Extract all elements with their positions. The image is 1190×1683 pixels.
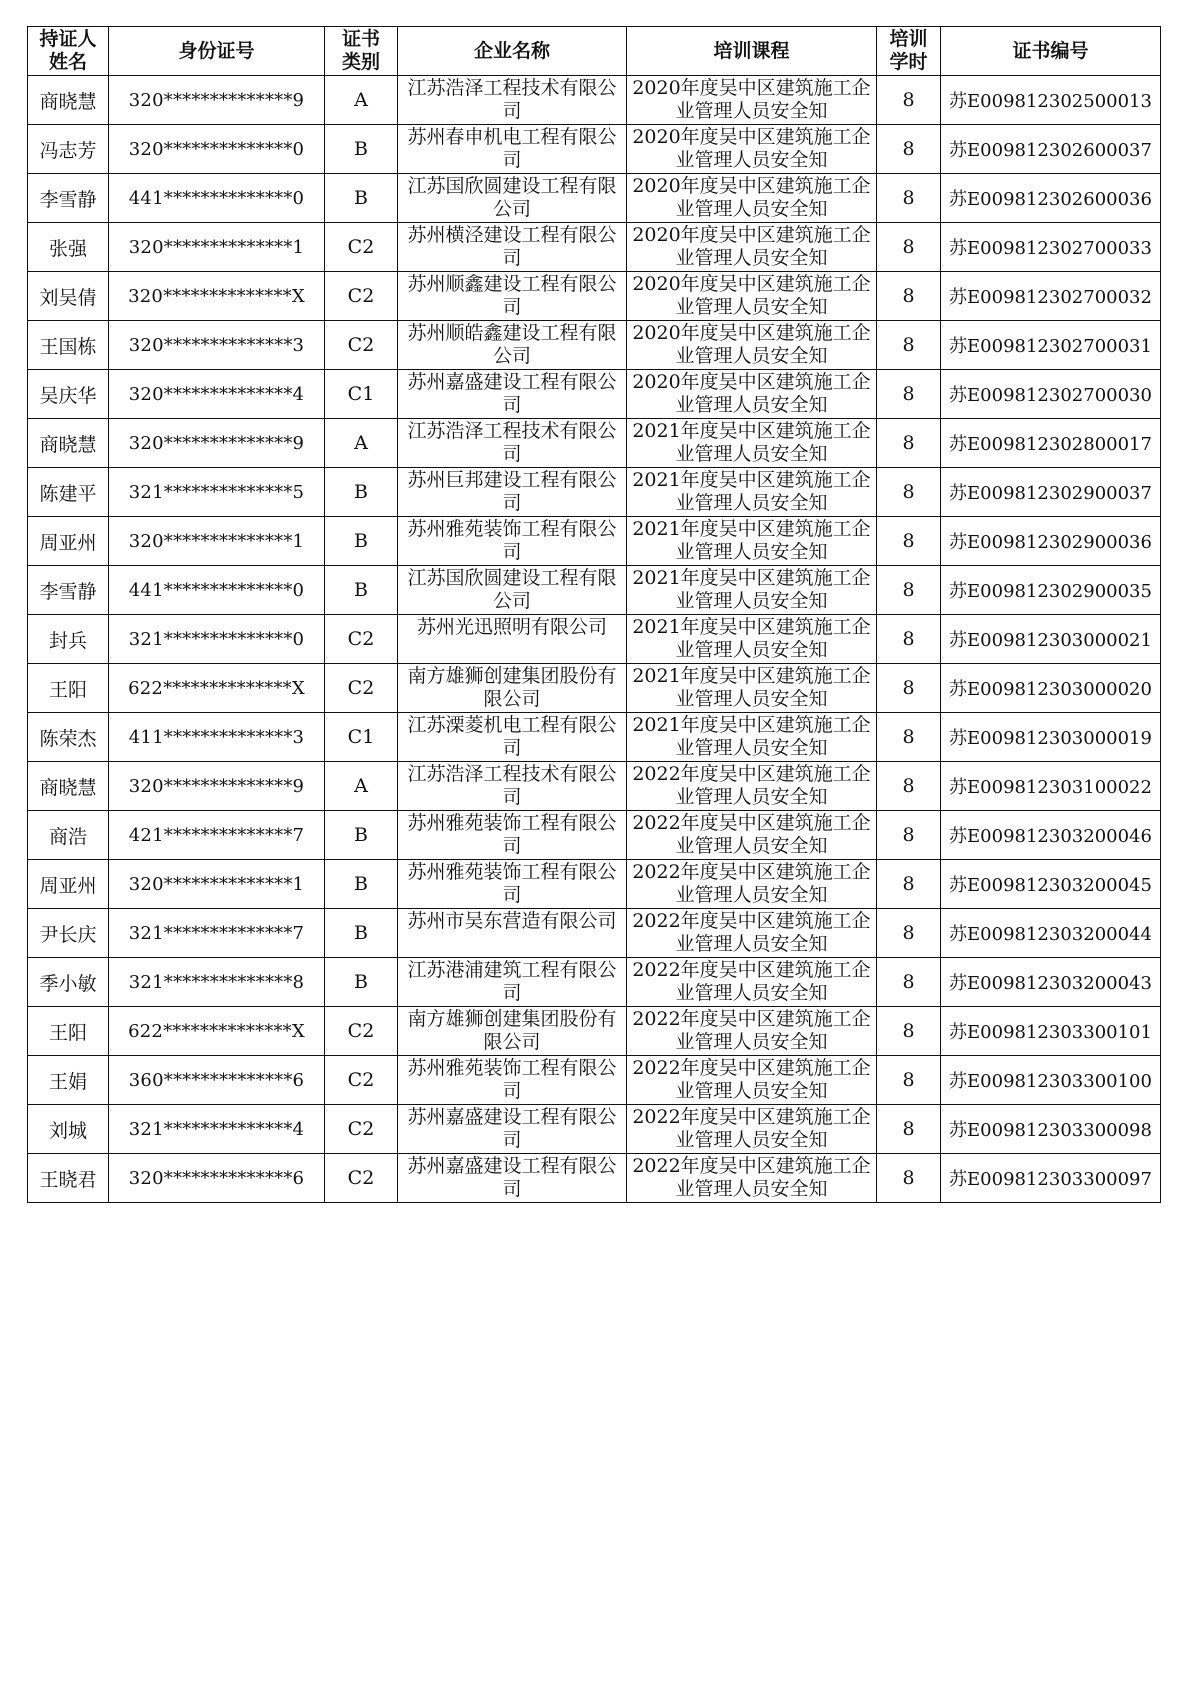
cert-number-cell: 苏E009812302900036	[941, 517, 1161, 566]
company-cell	[398, 762, 627, 811]
company-text: 苏州春申机电工程有限公司	[407, 126, 617, 171]
cert-type-cell: C2	[325, 321, 398, 370]
holder-name-cell: 商晓慧	[28, 419, 109, 468]
holder-name-cell: 刘吴倩	[28, 272, 109, 321]
company-cell	[398, 1154, 627, 1203]
id-number-cell: 321**************0	[109, 615, 325, 664]
table-row	[28, 223, 1161, 272]
company-text: 苏州巨邦建设工程有限公司	[407, 469, 617, 514]
course-text: 2020年度吴中区建筑施工企业管理人员安全知	[632, 77, 871, 122]
company-cell	[398, 1056, 627, 1105]
table-row	[28, 1056, 1161, 1105]
id-number-cell: 320**************X	[109, 272, 325, 321]
holder-name-cell: 商晓慧	[28, 762, 109, 811]
company-cell	[398, 321, 627, 370]
course-cell	[627, 615, 877, 664]
header-cert-number: 证书编号	[941, 27, 1161, 76]
id-number-cell: 320**************9	[109, 76, 325, 125]
company-cell	[398, 664, 627, 713]
course-text: 2020年度吴中区建筑施工企业管理人员安全知	[632, 322, 871, 367]
holder-name-cell: 张强	[28, 223, 109, 272]
company-cell	[398, 811, 627, 860]
course-cell	[627, 811, 877, 860]
cert-number-cell: 苏E009812302700030	[941, 370, 1161, 419]
hours-cell: 8	[877, 1154, 941, 1203]
course-cell	[627, 321, 877, 370]
course-cell	[627, 1056, 877, 1105]
holder-name-cell: 吴庆华	[28, 370, 109, 419]
course-text: 2020年度吴中区建筑施工企业管理人员安全知	[632, 175, 871, 220]
holder-name-cell: 封兵	[28, 615, 109, 664]
course-cell	[627, 272, 877, 321]
cert-type-cell: B	[325, 125, 398, 174]
cert-number-cell: 苏E009812302900037	[941, 468, 1161, 517]
cert-number-cell: 苏E009812302700033	[941, 223, 1161, 272]
company-text: 苏州雅苑装饰工程有限公司	[407, 861, 617, 906]
holder-name-cell: 商晓慧	[28, 76, 109, 125]
cert-type-cell: C1	[325, 370, 398, 419]
cert-type-cell: A	[325, 419, 398, 468]
holder-name-cell: 王阳	[28, 664, 109, 713]
holder-name-cell: 尹长庆	[28, 909, 109, 958]
course-text: 2022年度吴中区建筑施工企业管理人员安全知	[632, 1155, 871, 1200]
cert-number-cell: 苏E009812302600036	[941, 174, 1161, 223]
holder-name-cell: 王阳	[28, 1007, 109, 1056]
company-cell	[398, 174, 627, 223]
hours-cell: 8	[877, 909, 941, 958]
course-text: 2022年度吴中区建筑施工企业管理人员安全知	[632, 861, 871, 906]
company-text: 江苏溧菱机电工程有限公司	[407, 714, 617, 759]
certificate-table-sheet	[27, 26, 1161, 1203]
id-number-cell: 441**************0	[109, 174, 325, 223]
cert-number-cell: 苏E009812302800017	[941, 419, 1161, 468]
hours-cell: 8	[877, 1056, 941, 1105]
company-text: 苏州光迅照明有限公司	[416, 616, 607, 638]
course-cell	[627, 713, 877, 762]
holder-name-cell: 李雪静	[28, 174, 109, 223]
holder-name-cell: 王娟	[28, 1056, 109, 1105]
cert-type-cell: B	[325, 860, 398, 909]
course-cell	[627, 223, 877, 272]
company-cell	[398, 468, 627, 517]
cert-type-cell: C2	[325, 272, 398, 321]
id-number-cell: 320**************1	[109, 517, 325, 566]
id-number-cell: 320**************3	[109, 321, 325, 370]
company-cell	[398, 76, 627, 125]
header-cert-type: 证书类别	[325, 27, 398, 76]
cert-type-cell: C2	[325, 615, 398, 664]
id-number-cell: 320**************9	[109, 419, 325, 468]
company-text: 江苏国欣圆建设工程有限公司	[407, 567, 617, 612]
company-text: 苏州雅苑装饰工程有限公司	[407, 1057, 617, 1102]
course-text: 2022年度吴中区建筑施工企业管理人员安全知	[632, 1057, 871, 1102]
id-number-cell: 320**************9	[109, 762, 325, 811]
cert-type-cell: B	[325, 566, 398, 615]
course-cell	[627, 370, 877, 419]
table-row	[28, 958, 1161, 1007]
cert-number-cell: 苏E009812303200046	[941, 811, 1161, 860]
cert-type-cell: C2	[325, 664, 398, 713]
table-row	[28, 1154, 1161, 1203]
holder-name-cell: 陈荣杰	[28, 713, 109, 762]
hours-cell: 8	[877, 615, 941, 664]
company-text: 苏州雅苑装饰工程有限公司	[407, 518, 617, 563]
id-number-cell: 320**************1	[109, 860, 325, 909]
cert-type-cell: B	[325, 174, 398, 223]
cert-number-cell: 苏E009812303000019	[941, 713, 1161, 762]
company-cell	[398, 517, 627, 566]
holder-name-cell: 周亚州	[28, 860, 109, 909]
hours-cell: 8	[877, 860, 941, 909]
hours-cell: 8	[877, 517, 941, 566]
id-number-cell: 321**************5	[109, 468, 325, 517]
hours-cell: 8	[877, 321, 941, 370]
cert-type-cell: B	[325, 909, 398, 958]
cert-number-cell: 苏E009812302700031	[941, 321, 1161, 370]
hours-cell: 8	[877, 762, 941, 811]
table-body	[28, 76, 1161, 1203]
header-course: 培训课程	[627, 27, 877, 76]
holder-name-cell: 冯志芳	[28, 125, 109, 174]
hours-cell: 8	[877, 566, 941, 615]
id-number-cell: 320**************6	[109, 1154, 325, 1203]
course-text: 2020年度吴中区建筑施工企业管理人员安全知	[632, 273, 871, 318]
table-row	[28, 272, 1161, 321]
course-text: 2021年度吴中区建筑施工企业管理人员安全知	[632, 567, 871, 612]
cert-type-cell: B	[325, 811, 398, 860]
cert-number-cell: 苏E009812303200043	[941, 958, 1161, 1007]
company-text: 苏州顺皓鑫建设工程有限公司	[407, 322, 617, 367]
id-number-cell: 622**************X	[109, 664, 325, 713]
table-row	[28, 1105, 1161, 1154]
id-number-cell: 622**************X	[109, 1007, 325, 1056]
cert-number-cell: 苏E009812303300097	[941, 1154, 1161, 1203]
company-cell	[398, 566, 627, 615]
table-row	[28, 370, 1161, 419]
company-text: 江苏浩泽工程技术有限公司	[407, 420, 617, 465]
company-cell	[398, 370, 627, 419]
hours-cell: 8	[877, 223, 941, 272]
course-text: 2020年度吴中区建筑施工企业管理人员安全知	[632, 126, 871, 171]
course-cell	[627, 174, 877, 223]
id-number-cell: 360**************6	[109, 1056, 325, 1105]
hours-cell: 8	[877, 419, 941, 468]
company-text: 苏州嘉盛建设工程有限公司	[407, 371, 617, 416]
hours-cell: 8	[877, 370, 941, 419]
company-cell	[398, 223, 627, 272]
cert-type-cell: C2	[325, 1154, 398, 1203]
cert-type-cell: B	[325, 958, 398, 1007]
company-text: 江苏浩泽工程技术有限公司	[407, 77, 617, 122]
cert-type-cell: C1	[325, 713, 398, 762]
company-cell	[398, 713, 627, 762]
hours-cell: 8	[877, 713, 941, 762]
company-cell	[398, 615, 627, 664]
company-text: 苏州市吴东营造有限公司	[407, 910, 617, 932]
holder-name-cell: 王国栋	[28, 321, 109, 370]
table-row	[28, 713, 1161, 762]
course-cell	[627, 860, 877, 909]
course-text: 2022年度吴中区建筑施工企业管理人员安全知	[632, 812, 871, 857]
course-text: 2021年度吴中区建筑施工企业管理人员安全知	[632, 665, 871, 710]
table-row	[28, 664, 1161, 713]
company-text: 苏州嘉盛建设工程有限公司	[407, 1106, 617, 1151]
holder-name-cell: 陈建平	[28, 468, 109, 517]
cert-number-cell: 苏E009812302500013	[941, 76, 1161, 125]
cert-number-cell: 苏E009812302700032	[941, 272, 1161, 321]
holder-name-cell: 周亚州	[28, 517, 109, 566]
course-text: 2022年度吴中区建筑施工企业管理人员安全知	[632, 959, 871, 1004]
company-cell	[398, 272, 627, 321]
hours-cell: 8	[877, 272, 941, 321]
table-row	[28, 566, 1161, 615]
table-row	[28, 517, 1161, 566]
id-number-cell: 441**************0	[109, 566, 325, 615]
cert-number-cell: 苏E009812303200045	[941, 860, 1161, 909]
company-text: 苏州雅苑装饰工程有限公司	[407, 812, 617, 857]
holder-name-cell: 刘城	[28, 1105, 109, 1154]
cert-number-cell: 苏E009812303000020	[941, 664, 1161, 713]
table-row	[28, 419, 1161, 468]
course-text: 2022年度吴中区建筑施工企业管理人员安全知	[632, 763, 871, 808]
course-cell	[627, 1007, 877, 1056]
cert-number-cell: 苏E009812303100022	[941, 762, 1161, 811]
course-text: 2021年度吴中区建筑施工企业管理人员安全知	[632, 616, 871, 661]
table-row	[28, 909, 1161, 958]
holder-name-cell: 王晓君	[28, 1154, 109, 1203]
header-hours: 培训学时	[877, 27, 941, 76]
hours-cell: 8	[877, 1105, 941, 1154]
course-text: 2021年度吴中区建筑施工企业管理人员安全知	[632, 714, 871, 759]
table-row	[28, 762, 1161, 811]
course-cell	[627, 76, 877, 125]
header-id-number: 身份证号	[109, 27, 325, 76]
header-company: 企业名称	[398, 27, 627, 76]
company-text: 苏州嘉盛建设工程有限公司	[407, 1155, 617, 1200]
course-cell	[627, 664, 877, 713]
cert-type-cell: A	[325, 76, 398, 125]
id-number-cell: 321**************7	[109, 909, 325, 958]
cert-number-cell: 苏E009812303200044	[941, 909, 1161, 958]
course-text: 2021年度吴中区建筑施工企业管理人员安全知	[632, 420, 871, 465]
id-number-cell: 421**************7	[109, 811, 325, 860]
holder-name-cell: 商浩	[28, 811, 109, 860]
hours-cell: 8	[877, 811, 941, 860]
table-row	[28, 811, 1161, 860]
hours-cell: 8	[877, 664, 941, 713]
company-text: 苏州横泾建设工程有限公司	[407, 224, 617, 269]
holder-name-cell: 李雪静	[28, 566, 109, 615]
hours-cell: 8	[877, 125, 941, 174]
cert-type-cell: B	[325, 517, 398, 566]
cert-number-cell: 苏E009812303300101	[941, 1007, 1161, 1056]
company-cell	[398, 909, 627, 958]
company-cell	[398, 1007, 627, 1056]
course-text: 2020年度吴中区建筑施工企业管理人员安全知	[632, 371, 871, 416]
course-cell	[627, 419, 877, 468]
cert-number-cell: 苏E009812303000021	[941, 615, 1161, 664]
table-row	[28, 468, 1161, 517]
course-cell	[627, 517, 877, 566]
company-text: 江苏港浦建筑工程有限公司	[407, 959, 617, 1004]
course-text: 2022年度吴中区建筑施工企业管理人员安全知	[632, 1106, 871, 1151]
hours-cell: 8	[877, 468, 941, 517]
cert-number-cell: 苏E009812303300098	[941, 1105, 1161, 1154]
course-text: 2022年度吴中区建筑施工企业管理人员安全知	[632, 910, 871, 955]
course-text: 2020年度吴中区建筑施工企业管理人员安全知	[632, 224, 871, 269]
hours-cell: 8	[877, 1007, 941, 1056]
course-cell	[627, 958, 877, 1007]
company-cell	[398, 958, 627, 1007]
company-text: 江苏浩泽工程技术有限公司	[407, 763, 617, 808]
course-text: 2021年度吴中区建筑施工企业管理人员安全知	[632, 469, 871, 514]
company-cell	[398, 860, 627, 909]
id-number-cell: 320**************1	[109, 223, 325, 272]
id-number-cell: 411**************3	[109, 713, 325, 762]
cert-type-cell: C2	[325, 1007, 398, 1056]
cert-number-cell: 苏E009812303300100	[941, 1056, 1161, 1105]
table-row	[28, 321, 1161, 370]
cert-type-cell: C2	[325, 1105, 398, 1154]
hours-cell: 8	[877, 958, 941, 1007]
cert-type-cell: C2	[325, 223, 398, 272]
cert-number-cell: 苏E009812302900035	[941, 566, 1161, 615]
table-row	[28, 174, 1161, 223]
course-cell	[627, 762, 877, 811]
course-text: 2021年度吴中区建筑施工企业管理人员安全知	[632, 518, 871, 563]
holder-name-cell: 季小敏	[28, 958, 109, 1007]
course-cell	[627, 566, 877, 615]
hours-cell: 8	[877, 174, 941, 223]
company-cell	[398, 125, 627, 174]
header-row	[28, 27, 1161, 76]
company-text: 苏州顺鑫建设工程有限公司	[407, 273, 617, 318]
id-number-cell: 321**************8	[109, 958, 325, 1007]
course-cell	[627, 125, 877, 174]
course-cell	[627, 1154, 877, 1203]
cert-number-cell: 苏E009812302600037	[941, 125, 1161, 174]
table-row	[28, 860, 1161, 909]
id-number-cell: 320**************4	[109, 370, 325, 419]
table-row	[28, 76, 1161, 125]
cert-type-cell: A	[325, 762, 398, 811]
cert-type-cell: B	[325, 468, 398, 517]
table-row	[28, 615, 1161, 664]
cert-type-cell: C2	[325, 1056, 398, 1105]
course-cell	[627, 909, 877, 958]
company-cell	[398, 1105, 627, 1154]
table-row	[28, 125, 1161, 174]
company-text: 南方雄狮创建集团股份有限公司	[407, 1008, 617, 1053]
table-row	[28, 1007, 1161, 1056]
course-cell	[627, 1105, 877, 1154]
id-number-cell: 320**************0	[109, 125, 325, 174]
course-cell	[627, 468, 877, 517]
course-text: 2022年度吴中区建筑施工企业管理人员安全知	[632, 1008, 871, 1053]
id-number-cell: 321**************4	[109, 1105, 325, 1154]
header-holder-name: 持证人姓名	[28, 27, 109, 76]
company-cell	[398, 419, 627, 468]
company-text: 江苏国欣圆建设工程有限公司	[407, 175, 617, 220]
company-text: 南方雄狮创建集团股份有限公司	[407, 665, 617, 710]
certificate-table	[27, 26, 1161, 1203]
hours-cell: 8	[877, 76, 941, 125]
